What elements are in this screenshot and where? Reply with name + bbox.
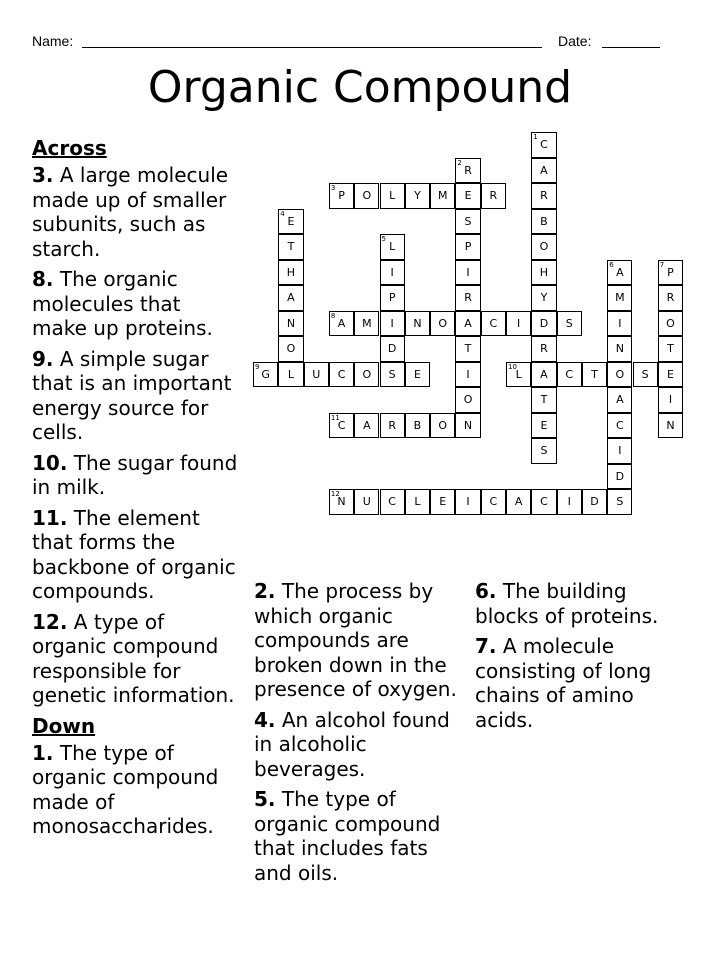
grid-cell[interactable] xyxy=(607,464,632,490)
cell-letter: P xyxy=(388,291,396,305)
cell-letter: O xyxy=(362,367,372,381)
clue-text: The type of organic compound made of monosaccharides. xyxy=(32,740,219,838)
cell-letter: A xyxy=(540,367,548,381)
grid-cell[interactable] xyxy=(658,413,683,439)
grid-cell[interactable] xyxy=(531,158,556,184)
grid-cell[interactable] xyxy=(455,362,480,388)
grid-cell[interactable] xyxy=(531,132,556,158)
grid-cell[interactable] xyxy=(278,285,303,311)
grid-cell[interactable] xyxy=(455,183,480,209)
grid-cell[interactable] xyxy=(455,387,480,413)
cell-letter: C xyxy=(615,418,624,432)
cell-letter: R xyxy=(489,189,498,203)
grid-cell[interactable] xyxy=(455,209,480,235)
cell-letter: E xyxy=(287,214,295,228)
cell-letter: L xyxy=(389,240,396,254)
cell-letter: C xyxy=(337,418,346,432)
cell-letter: O xyxy=(438,316,448,330)
clue-text: The element that forms the backbone of organic compounds. xyxy=(32,505,236,603)
clue-text: The type of organic compound that includes fats and oils. xyxy=(254,787,441,885)
cell-letter: C xyxy=(337,367,346,381)
cell-letter: A xyxy=(337,316,346,330)
grid-cell[interactable] xyxy=(607,336,632,362)
grid-cell[interactable] xyxy=(607,311,632,337)
clues-column-left xyxy=(32,136,240,845)
clue-across-8 xyxy=(32,267,240,341)
cell-letter: N xyxy=(337,495,346,509)
clue-number-label: 7 xyxy=(659,260,665,269)
grid-cell[interactable] xyxy=(278,362,303,388)
grid-cell[interactable] xyxy=(658,285,683,311)
clue-number: 11. xyxy=(32,505,68,530)
cell-letter: P xyxy=(338,189,345,203)
grid-cell[interactable] xyxy=(607,387,632,413)
grid-cell[interactable] xyxy=(455,158,480,184)
grid-cell[interactable] xyxy=(531,285,556,311)
clue-down-1 xyxy=(32,741,240,839)
grid-cell[interactable] xyxy=(531,234,556,260)
grid-cell[interactable] xyxy=(329,362,354,388)
name-label: Name: xyxy=(32,33,74,49)
cell-letter: Y xyxy=(540,291,548,305)
grid-cell[interactable] xyxy=(506,362,531,388)
grid-cell[interactable] xyxy=(531,209,556,235)
clue-number-label: 11 xyxy=(330,413,340,422)
grid-cell[interactable] xyxy=(658,362,683,388)
header-line xyxy=(32,33,672,53)
cell-letter: H xyxy=(286,265,296,279)
cell-letter: I xyxy=(466,367,470,381)
clue-number-label: 10 xyxy=(508,362,517,371)
clue-number: 7. xyxy=(475,634,497,658)
grid-cell[interactable] xyxy=(531,438,556,464)
grid-cell[interactable] xyxy=(380,362,405,388)
grid-cell[interactable] xyxy=(278,209,303,235)
cell-letter: A xyxy=(616,265,624,279)
cell-letter: T xyxy=(540,393,548,407)
cell-letter: M xyxy=(437,189,448,203)
clue-number-label: 6 xyxy=(609,260,614,269)
clue-down-2 xyxy=(254,579,468,702)
clue-down-5 xyxy=(254,787,468,885)
grid-cell[interactable] xyxy=(455,413,480,439)
grid-cell[interactable] xyxy=(531,413,556,439)
grid-cell[interactable] xyxy=(430,183,455,209)
cell-letter: N xyxy=(413,316,422,330)
grid-cell[interactable] xyxy=(633,362,658,388)
cell-letter: L xyxy=(287,367,295,381)
cell-letter: A xyxy=(363,418,371,432)
clue-down-7 xyxy=(475,634,689,732)
grid-cell[interactable] xyxy=(455,234,480,260)
grid-cell[interactable] xyxy=(531,362,556,388)
grid-cell[interactable] xyxy=(607,362,632,388)
cell-letter: C xyxy=(540,138,548,152)
cell-letter: S xyxy=(565,316,573,330)
grid-cell[interactable] xyxy=(253,362,278,388)
clue-number-label: 1 xyxy=(533,133,538,141)
cell-letter: I xyxy=(618,444,622,458)
grid-cell[interactable] xyxy=(405,183,430,209)
grid-cell[interactable] xyxy=(658,336,683,362)
grid-cell[interactable] xyxy=(354,413,379,439)
grid-cell[interactable] xyxy=(531,311,556,337)
clue-across-11 xyxy=(32,506,240,604)
cell-letter: I xyxy=(618,316,622,330)
clue-number: 9. xyxy=(32,346,54,371)
grid-cell[interactable] xyxy=(455,311,480,337)
clue-number: 2. xyxy=(254,579,276,603)
cell-letter: S xyxy=(464,214,472,228)
cell-letter: G xyxy=(261,367,270,381)
page-title: Organic Compound xyxy=(147,62,573,113)
cell-letter: O xyxy=(286,342,296,356)
cell-letter: R xyxy=(464,291,472,305)
grid-cell[interactable] xyxy=(506,311,531,337)
grid-cell[interactable] xyxy=(278,260,303,286)
across-heading: Across xyxy=(32,136,107,160)
cell-letter: A xyxy=(287,291,295,305)
cell-letter: O xyxy=(362,189,372,203)
grid-cell[interactable] xyxy=(582,489,607,515)
cell-letter: A xyxy=(464,316,472,330)
grid-cell[interactable] xyxy=(405,413,430,439)
cell-letter: O xyxy=(666,316,675,330)
grid-cell[interactable] xyxy=(582,362,607,388)
cell-letter: A xyxy=(616,393,624,407)
cell-letter: Y xyxy=(414,189,421,203)
cell-letter: A xyxy=(514,495,523,509)
cell-letter: A xyxy=(540,163,548,177)
cell-letter: R xyxy=(666,291,675,305)
grid-cell[interactable] xyxy=(380,489,405,515)
clue-text: An alcohol found in alcoholic beverages. xyxy=(254,707,450,781)
grid-cell[interactable] xyxy=(380,183,405,209)
cell-letter: L xyxy=(389,189,396,203)
cell-letter: O xyxy=(463,393,473,407)
grid-cell[interactable] xyxy=(531,183,556,209)
grid-cell[interactable] xyxy=(380,285,405,311)
grid-cell[interactable] xyxy=(329,311,354,337)
cell-letter: N xyxy=(615,342,624,356)
cell-letter: C xyxy=(388,495,396,509)
clue-down-6 xyxy=(475,579,689,628)
grid-cell[interactable] xyxy=(405,362,430,388)
clue-number: 10. xyxy=(32,450,68,475)
grid-cell[interactable] xyxy=(354,183,379,209)
grid-cell[interactable] xyxy=(607,438,632,464)
cell-letter: E xyxy=(439,495,447,509)
grid-cell[interactable] xyxy=(304,362,329,388)
clue-number-label: 2 xyxy=(457,158,462,167)
cell-letter: T xyxy=(287,240,295,254)
cell-letter: S xyxy=(616,495,624,509)
clue-across-10 xyxy=(32,451,240,500)
cell-letter: I xyxy=(668,393,673,407)
clue-number-label: 9 xyxy=(255,362,260,371)
grid-cell[interactable] xyxy=(455,285,480,311)
date-field[interactable] xyxy=(602,47,660,48)
cell-letter: E xyxy=(666,367,674,381)
clue-text: The organic molecules that make up proteins. xyxy=(32,267,213,340)
grid-cell[interactable] xyxy=(607,413,632,439)
cell-letter: T xyxy=(591,367,598,381)
cell-letter: N xyxy=(666,418,675,432)
grid-cell[interactable] xyxy=(557,311,582,337)
grid-cell[interactable] xyxy=(658,387,683,413)
cell-letter: L xyxy=(515,367,522,381)
cell-letter: R xyxy=(464,163,472,177)
clue-number-label: 3 xyxy=(330,184,336,192)
clue-number-label: 4 xyxy=(280,209,285,218)
cell-letter: E xyxy=(464,189,472,203)
cell-letter: P xyxy=(464,240,472,254)
cell-letter: M xyxy=(362,316,372,330)
grid-cell[interactable] xyxy=(481,311,506,337)
clues-column-middle xyxy=(254,579,468,891)
cell-letter: C xyxy=(540,495,548,509)
grid-cell[interactable] xyxy=(329,413,354,439)
grid-cell[interactable] xyxy=(354,311,379,337)
clue-number-label: 8 xyxy=(330,311,336,320)
name-field[interactable] xyxy=(82,47,542,48)
grid-cell[interactable] xyxy=(557,489,582,515)
cell-letter: M xyxy=(615,291,625,305)
clue-number-label: 5 xyxy=(381,235,386,243)
clue-text: The process by which organic compounds are broken down in the presence of oxygen. xyxy=(254,579,457,701)
clue-text: A simple sugar that is an important energy source for cells. xyxy=(32,346,232,444)
grid-cell[interactable] xyxy=(380,234,405,260)
cell-letter: C xyxy=(489,316,498,330)
cell-letter: S xyxy=(540,444,548,458)
clues-column-right xyxy=(475,579,689,738)
grid-cell[interactable] xyxy=(380,336,405,362)
cell-letter: I xyxy=(567,495,571,509)
grid-cell[interactable] xyxy=(405,489,430,515)
cell-letter: S xyxy=(641,367,649,381)
clue-text: A type of organic compound responsible for genetic information. xyxy=(32,609,235,707)
grid-cell[interactable] xyxy=(278,311,303,337)
clue-number: 5. xyxy=(254,787,276,811)
cell-letter: E xyxy=(540,418,548,432)
cell-letter: D xyxy=(539,316,549,330)
cell-letter: N xyxy=(286,316,296,330)
cell-letter: U xyxy=(362,495,371,509)
grid-cell[interactable] xyxy=(329,489,354,515)
cell-letter: R xyxy=(540,342,548,356)
grid-cell[interactable] xyxy=(658,260,683,286)
grid-cell[interactable] xyxy=(481,183,506,209)
cell-letter: H xyxy=(539,265,549,279)
date-label: Date: xyxy=(558,33,592,49)
down-heading: Down xyxy=(32,713,96,738)
clue-down-4 xyxy=(254,708,468,782)
grid-cell[interactable] xyxy=(354,489,379,515)
grid-cell[interactable] xyxy=(531,489,556,515)
cell-letter: L xyxy=(414,495,421,509)
clue-number: 8. xyxy=(32,267,54,291)
cell-letter: D xyxy=(590,495,599,509)
grid-cell[interactable] xyxy=(430,489,455,515)
grid-cell[interactable] xyxy=(380,311,405,337)
grid-cell[interactable] xyxy=(506,489,531,515)
clue-number-label: 12 xyxy=(330,490,340,498)
clue-text: The building blocks of proteins. xyxy=(475,579,659,628)
cell-letter: U xyxy=(312,367,321,381)
clue-text: A molecule consisting of long chains of amino acids. xyxy=(475,634,652,732)
cell-letter: D xyxy=(387,342,397,356)
grid-cell[interactable] xyxy=(607,489,632,515)
clue-number: 1. xyxy=(32,740,54,765)
cell-letter: O xyxy=(615,367,625,381)
cell-letter: B xyxy=(413,418,422,432)
clue-number: 4. xyxy=(254,707,276,732)
grid-cell[interactable] xyxy=(354,362,379,388)
cell-letter: C xyxy=(565,367,574,381)
cell-letter: I xyxy=(466,495,470,509)
grid-cell[interactable] xyxy=(455,336,480,362)
cell-letter: E xyxy=(413,367,421,381)
clue-across-12 xyxy=(32,610,240,708)
clue-across-3 xyxy=(32,163,240,261)
grid-cell[interactable] xyxy=(278,336,303,362)
grid-cell[interactable] xyxy=(329,183,354,209)
clue-text: A large molecule made up of smaller subunits, such as starch. xyxy=(32,163,229,261)
grid-cell[interactable] xyxy=(607,260,632,286)
grid-cell[interactable] xyxy=(531,260,556,286)
grid-cell[interactable] xyxy=(658,311,683,337)
grid-cell[interactable] xyxy=(455,489,480,515)
grid-cell[interactable] xyxy=(455,260,480,286)
cell-letter: I xyxy=(390,265,394,279)
cell-letter: O xyxy=(539,240,549,254)
grid-cell[interactable] xyxy=(430,413,455,439)
cell-letter: R xyxy=(540,189,548,203)
cell-letter: I xyxy=(390,316,394,330)
clue-number: 6. xyxy=(475,579,497,603)
cell-letter: D xyxy=(615,469,625,483)
clue-number: 12. xyxy=(32,609,68,634)
grid-cell[interactable] xyxy=(481,489,506,515)
grid-cell[interactable] xyxy=(531,387,556,413)
grid-cell[interactable] xyxy=(607,285,632,311)
cell-letter: I xyxy=(517,316,521,330)
grid-cell[interactable] xyxy=(557,362,582,388)
cell-letter: N xyxy=(463,418,473,432)
clue-across-9 xyxy=(32,347,240,445)
clue-text: The sugar found in milk. xyxy=(32,450,238,499)
cell-letter: I xyxy=(466,265,470,279)
grid-cell[interactable] xyxy=(531,336,556,362)
grid-cell[interactable] xyxy=(430,311,455,337)
grid-cell[interactable] xyxy=(405,311,430,337)
cell-letter: R xyxy=(388,418,396,432)
cell-letter: T xyxy=(667,342,674,356)
cell-letter: B xyxy=(540,214,548,228)
cell-letter: T xyxy=(464,342,472,356)
grid-cell[interactable] xyxy=(278,234,303,260)
cell-letter: S xyxy=(388,367,396,381)
clue-number: 3. xyxy=(32,163,54,187)
grid-cell[interactable] xyxy=(380,260,405,286)
cell-letter: O xyxy=(438,418,448,432)
cell-letter: C xyxy=(489,495,498,509)
grid-cell[interactable] xyxy=(380,413,405,439)
cell-letter: P xyxy=(667,265,674,279)
